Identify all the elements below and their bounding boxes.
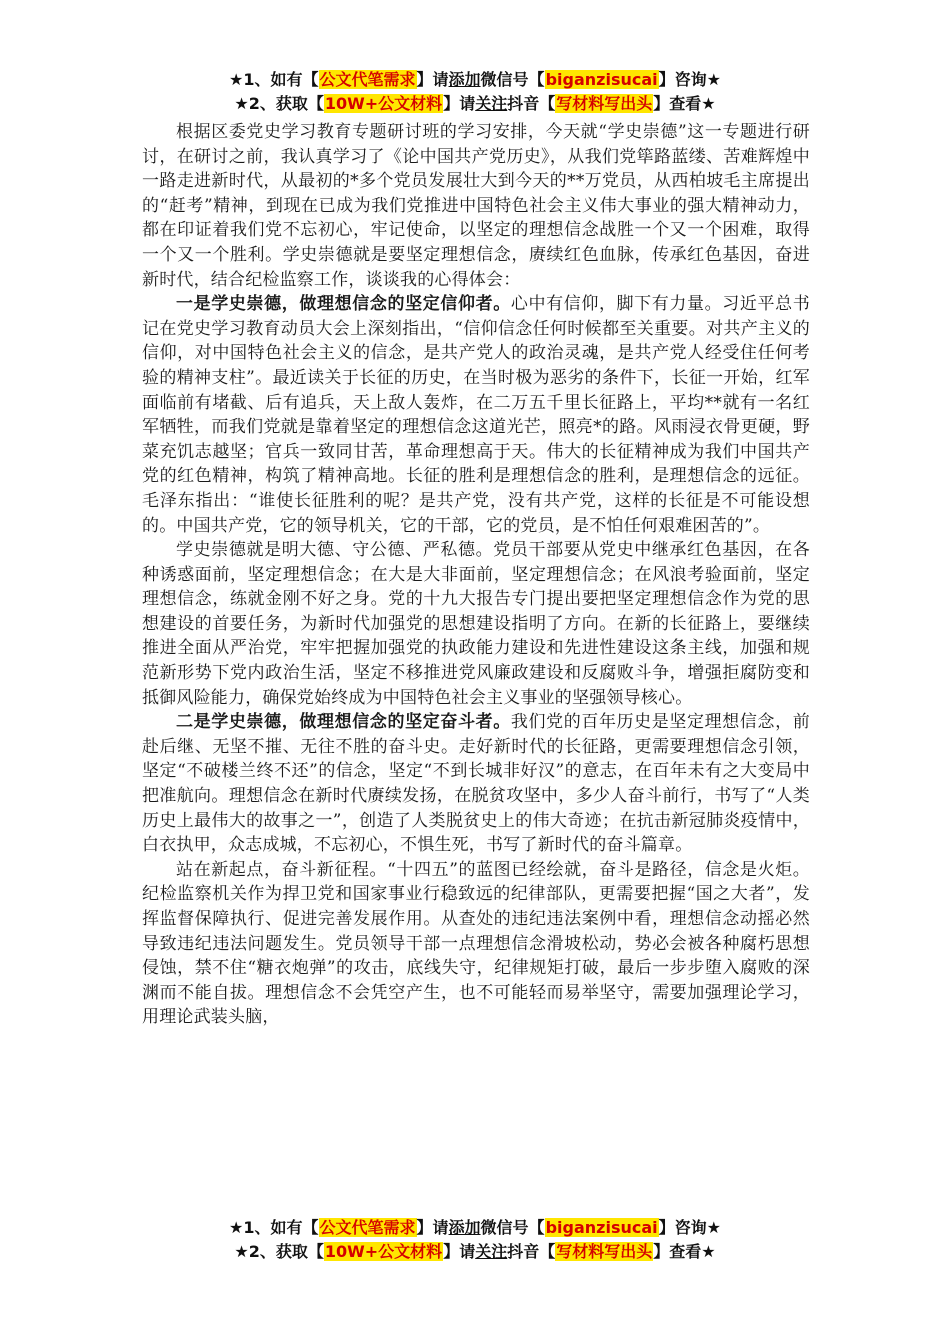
banner-text: 】请 (443, 94, 476, 113)
banner-prefix: ★1、如有【 (229, 1218, 319, 1237)
banner-prefix: ★1、如有【 (229, 70, 319, 89)
banner-underlined-text: 添加 (448, 70, 481, 89)
douyin-account-highlight: 写材料写出头 (556, 94, 653, 113)
banner-prefix: ★2、获取【 (234, 94, 324, 113)
banner-underlined-text: 关注 (475, 94, 508, 113)
banner-suffix: 】查看★ (653, 1242, 716, 1261)
banner-underlined-text: 添加 (448, 1218, 481, 1237)
section-2-body: 我们党的百年历史是坚定理想信念，前赴后继、无坚不摧、无往不胜的奋斗史。走好新时代的长征路，更需要理想信念引领，坚定“不破楼兰终不还”的信念，坚定“不到长城非好汉”的意志，在百年未有之大变局中把准航向。理想信念在新时代赓续发扬，在脱贫攻坚中，多少人奋斗前行，书写了“人类历史上最伟大的故事之一”，创造了人类脱贫史上的伟大奇迹；在抗击新冠肺炎疫情中，白衣执甲，众志成城，不忘初心，不惧生死，书写了新时代的奋斗篇章。 (142, 712, 810, 856)
banner-text: 抖音【 (507, 1242, 556, 1261)
section-2-heading: 二是学史崇德，做理想信念的坚定奋斗者。 (176, 712, 511, 733)
paragraph-section-1 (142, 292, 810, 538)
section-1-heading: 一是学史崇德，做理想信念的坚定信仰者。 (176, 294, 511, 315)
banner-text: 】请 (416, 70, 449, 89)
douyin-account-highlight: 写材料写出头 (556, 1242, 653, 1261)
banner-text: 抖音【 (507, 94, 556, 113)
paragraph-section-2 (142, 710, 810, 858)
paragraph-morality: 学史崇德就是明大德、守公德、严私德。党员干部要从党史中继承红色基因，在各种诱惑面前，坚定理想信念；在大是大非面前，坚定理想信念；在风浪考验面前，坚定理想信念，练就金刚不好之身。党的十九大报告专门提出要把坚定理想信念作为党的思想建设的首要任务，为新时代加强党的思想建设指明了方向。在新的长征路上，要继续推进全面从严治党，牢牢把握加强党的执政能力建设和先进性建设这条主线，加强和规范新形势下党内政治生活，坚定不移推进党风廉政建设和反腐败斗争，增强拒腐防变和抵御风险能力，确保党始终成为中国特色社会主义事业的坚强领导核心。 (142, 540, 810, 708)
banner-underlined-text: 关注 (475, 1242, 508, 1261)
banner-suffix: 】咨询★ (658, 1218, 721, 1237)
paragraph-new-journey: 站在新起点，奋斗新征程。“十四五”的蓝图已经绘就，奋斗是路径，信念是火炬。纪检监察机关作为捍卫党和国家事业行稳致远的纪律部队，更需要把握“国之大者”，发挥监督保障执行、促进完善发展作用。从查处的违纪违法案例中看，理想信念动摇必然导致违纪违法问题发生。党员领导干部一点理想信念滑坡松动，势必会被各种腐朽思想侵蚀，禁不住“糖衣炮弹”的攻击，底线失守，纪律规矩打破，最后一步步堕入腐败的深渊而不能自拔。理想信念不会凭空产生，也不可能轻而易举坚守，需要加强理论学习，用理论武装头脑， (142, 859, 810, 1028)
document-body (142, 120, 810, 1030)
top-banner-line-2 (0, 92, 950, 116)
banner-text: 微信号【 (480, 1218, 545, 1237)
banner-highlight: 10W+公文材料 (324, 1242, 443, 1261)
banner-highlight: 公文代笔需求 (319, 70, 416, 89)
section-1-body: 心中有信仰，脚下有力量。习近平总书记在党史学习教育动员大会上深刻指出，“信仰信念任何时候都至关重要。对共产主义的信仰，对中国特色社会主义的信念，是共产党人的政治灵魂，是共产党人经受住任何考验的精神支柱”。最近读关于长征的历史，在当时极为恶劣的条件下，长征一开始，红军面临前有堵截、后有追兵，天上敌人轰炸，在二万五千里长征路上，平均**就有一名红军牺牲，而我们党就是靠着坚定的理想信念这道光芒，照亮*的路。风雨浸衣骨更硬，野菜充饥志越坚；官兵一致同甘苦，革命理想高于天。伟大的长征精神成为我们中国共产党的红色精神，构筑了精神高地。长征的胜利是理想信念的胜利，是理想信念的远征。毛泽东指出：“谁使长征胜利的呢？是共产党，没有共产党，这样的长征是不可能设想的。中国共产党，它的领导机关，它的干部，它的党员，是不怕任何艰难困苦的”。 (142, 294, 810, 536)
top-banner-line-1 (0, 68, 950, 92)
banner-text: 微信号【 (480, 70, 545, 89)
banner-prefix: ★2、获取【 (234, 1242, 324, 1261)
banner-suffix: 】咨询★ (658, 70, 721, 89)
banner-highlight: 10W+公文材料 (324, 94, 443, 113)
banner-text: 】请 (416, 1218, 449, 1237)
banner-highlight: 公文代笔需求 (319, 1218, 416, 1237)
wechat-id-highlight: biganzisucai (545, 1218, 658, 1237)
bottom-banner-line-1 (0, 1216, 950, 1240)
banner-suffix: 】查看★ (653, 94, 716, 113)
bottom-banner-line-2 (0, 1240, 950, 1264)
paragraph-intro: 根据区委党史学习教育专题研讨班的学习安排，今天就“学史崇德”这一专题进行研讨，在研讨之前，我认真学习了《论中国共产党历史》，从我们党筚路蓝缕、苦难辉煌中一路走进新时代，从最初的*多个党员发展壮大到今天的**万党员，从西柏坡毛主席提出的“赶考”精神，到现在已成为我们党推进中国特色社会主义伟大事业的强大精神动力，都在印证着我们党不忘初心，牢记使命，以坚定的理想信念战胜一个又一个困难，取得一个又一个胜利。学史崇德就是要坚定理想信念，赓续红色血脉，传承红色基因，奋进新时代，结合纪检监察工作，谈谈我的心得体会： (142, 122, 810, 290)
wechat-id-highlight: biganzisucai (545, 70, 658, 89)
banner-text: 】请 (443, 1242, 476, 1261)
